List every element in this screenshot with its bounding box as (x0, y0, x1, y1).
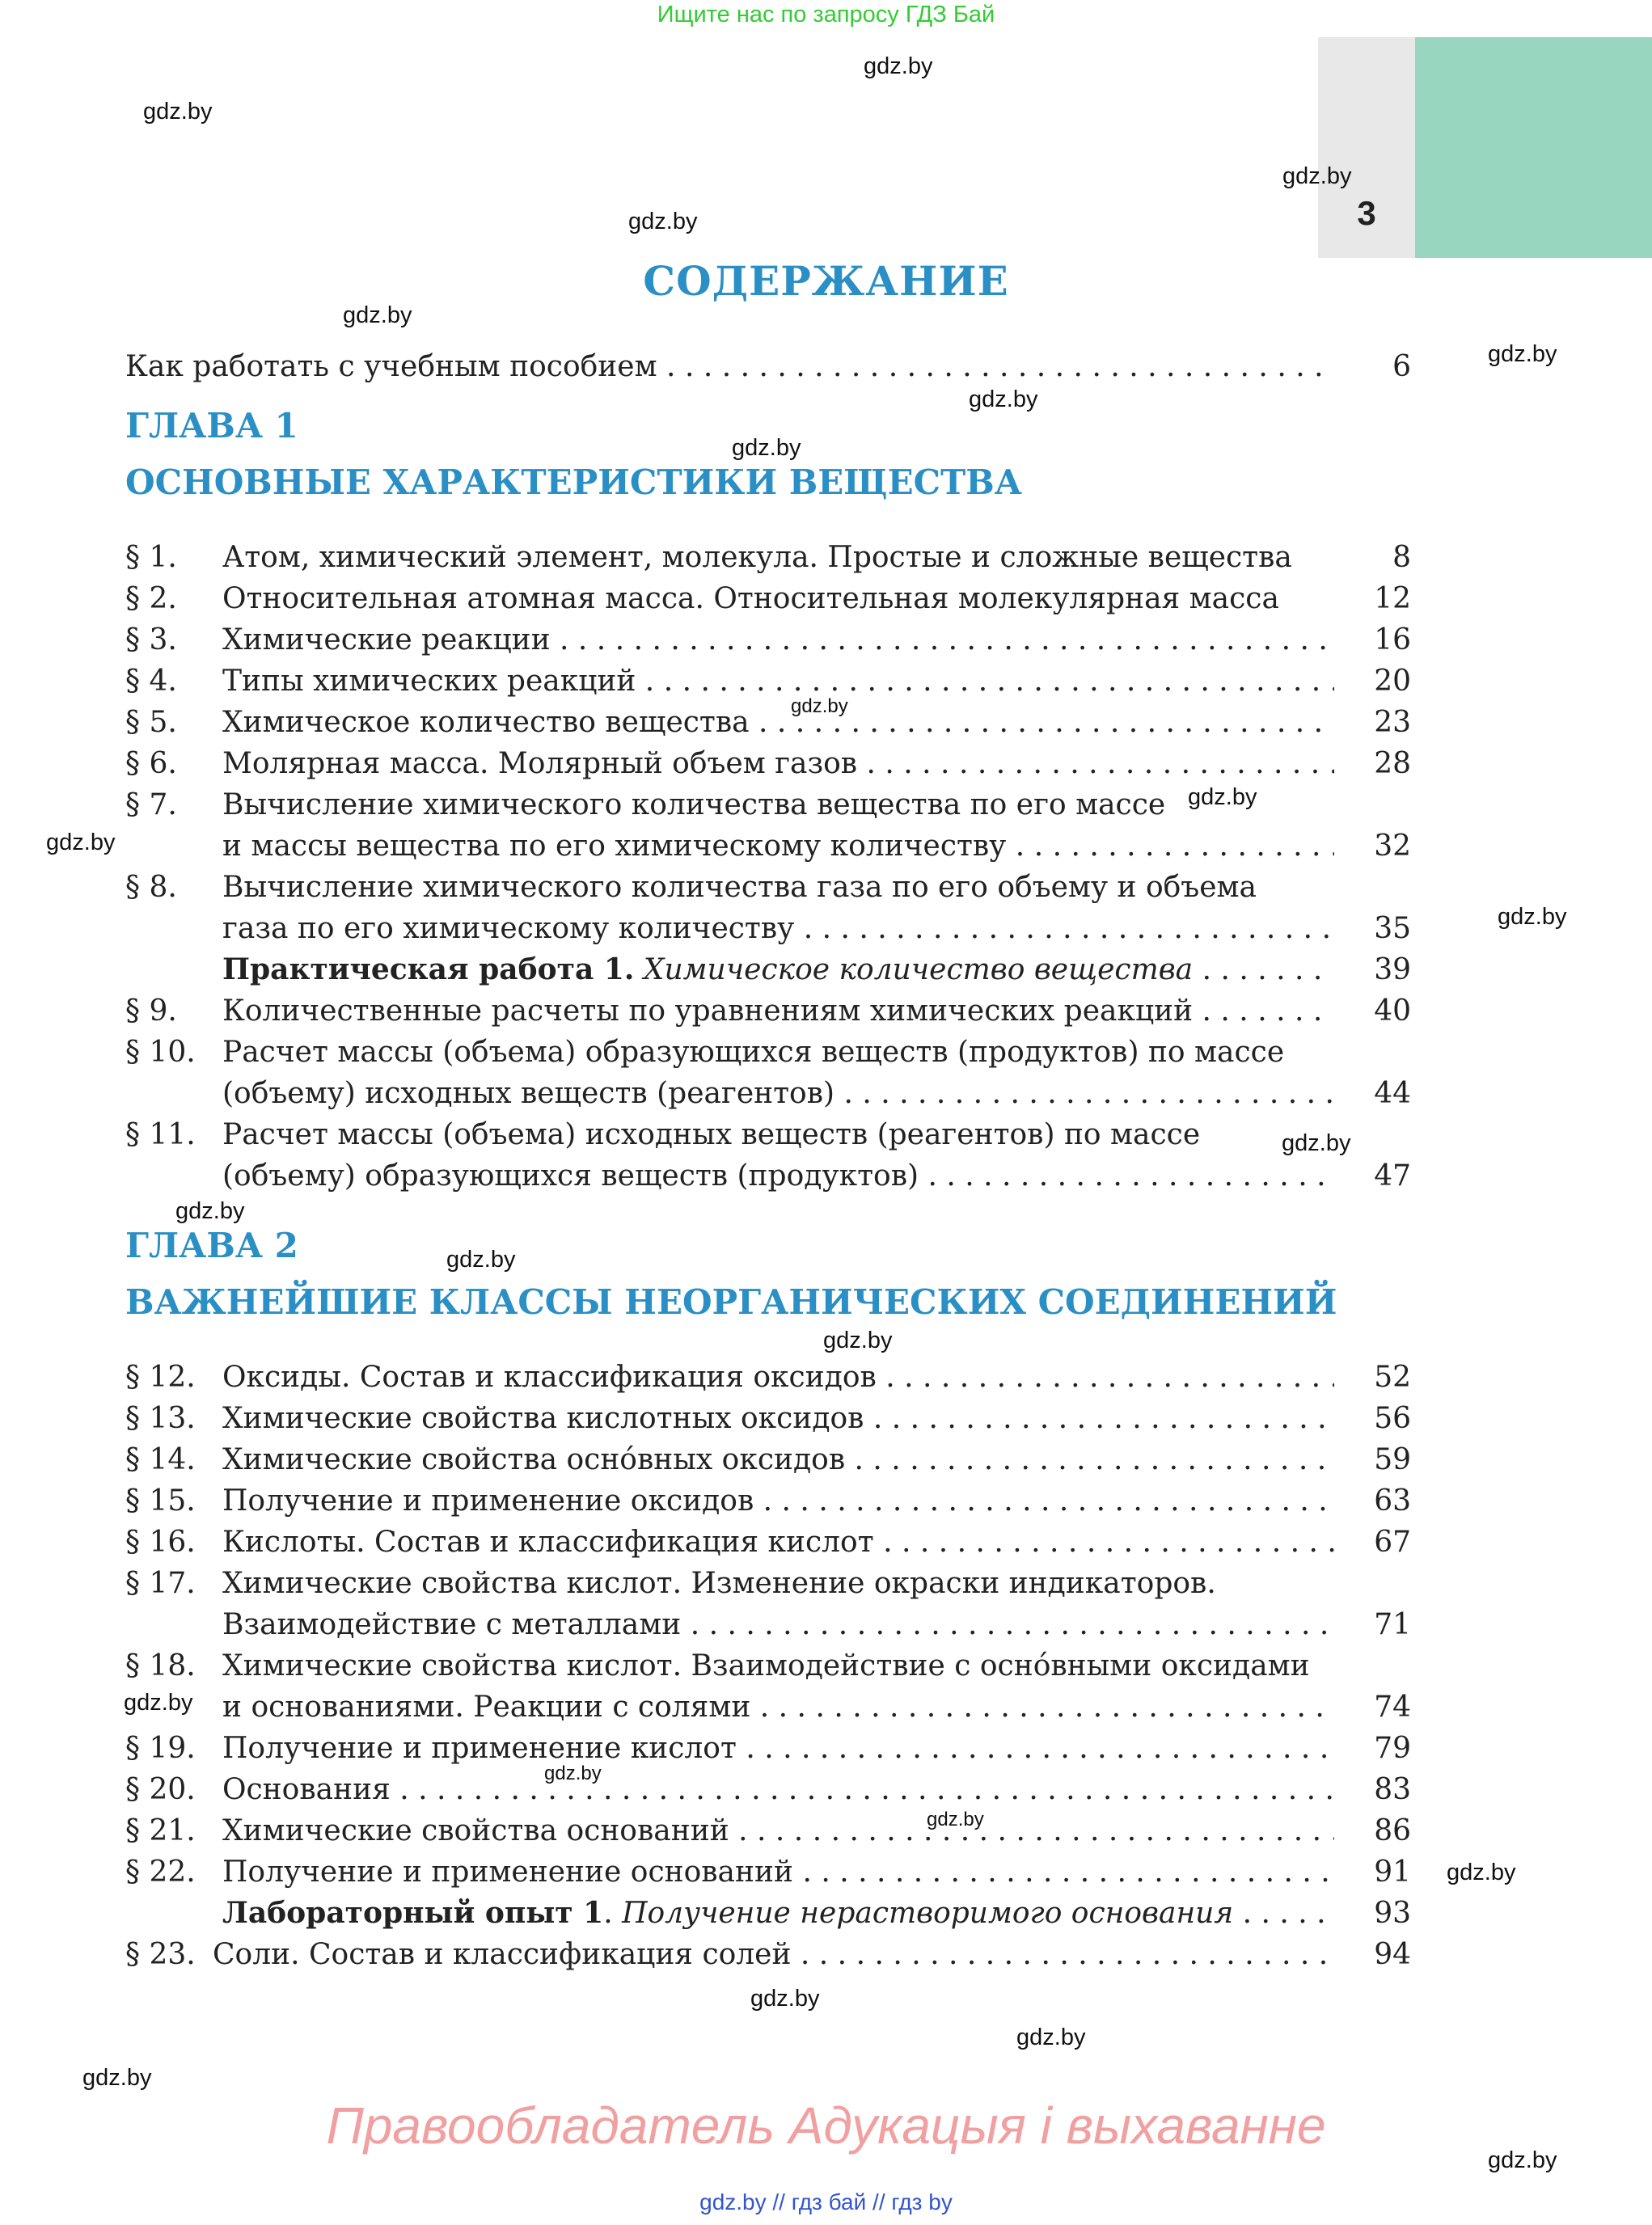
toc-row-page: 16 (1374, 623, 1411, 657)
toc-row-page: 44 (1374, 1077, 1411, 1110)
toc-row-text: (объему) образующихся веществ (продуктов) . . . (222, 1155, 1334, 1197)
toc-row[interactable] (125, 825, 1411, 867)
chapter2-title: ВАЖНЕЙШИЕ КЛАССЫ НЕОРГАНИЧЕСКИХ СОЕДИНЕНИЙ (125, 1282, 1337, 1322)
toc-row[interactable] (125, 1398, 1411, 1439)
page-tab-green (1415, 37, 1652, 258)
toc-row-text: Расчет массы (объема) исходных веществ (реагентов) по массе (222, 1118, 1201, 1151)
toc-row-page: 93 (1374, 1897, 1411, 1930)
watermark: gdz.by (544, 1763, 602, 1784)
toc-row-section: § 7. (125, 788, 177, 821)
toc-row-page: 32 (1374, 830, 1411, 863)
toc-row-text: Относительная атомная масса. Относительная молекулярная масса (222, 582, 1279, 615)
watermark: gdz.by (143, 99, 213, 125)
toc-row[interactable] (125, 867, 1411, 908)
watermark: gdz.by (750, 1986, 820, 2012)
toc-row-practical[interactable] (125, 949, 1411, 990)
toc-row-section: § 23. (125, 1938, 196, 1971)
toc-row[interactable] (125, 578, 1411, 619)
watermark: gdz.by (1498, 904, 1567, 930)
toc-row-lab[interactable] (125, 1893, 1411, 1934)
toc-row-text (222, 1893, 1334, 1934)
watermark: gdz.by (1282, 163, 1352, 189)
toc-row-text: Получение и применение кислот . . . (222, 1728, 1334, 1769)
toc-row-page: 91 (1374, 1856, 1411, 1889)
toc-row-section: § 17. (125, 1567, 196, 1600)
watermark: gdz.by (1447, 1860, 1516, 1885)
toc-row-text: газа по его химическому количеству . . . (222, 908, 1334, 949)
toc-row-text: Молярная масса. Молярный объем газов . . . (222, 743, 1334, 784)
toc-row-page: 52 (1374, 1361, 1411, 1394)
toc-row-section: § 1. (125, 541, 177, 574)
toc-row[interactable] (125, 702, 1411, 743)
toc-row[interactable] (125, 1851, 1411, 1893)
watermark: gdz.by (175, 1198, 245, 1224)
chapter2-label: ГЛАВА 2 (125, 1226, 298, 1265)
watermark: gdz.by (791, 695, 848, 717)
toc-row-text: Взаимодействие с металлами . . . (222, 1604, 1334, 1645)
toc-title: СОДЕРЖАНИЕ (643, 257, 1009, 305)
toc-row-text: и массы вещества по его химическому количеству . . . (222, 825, 1334, 867)
toc-row-page: 59 (1374, 1443, 1411, 1476)
toc-row[interactable] (125, 661, 1411, 702)
toc-row-text: Как работать с учебным пособием . . . (125, 346, 1334, 387)
watermark: gdz.by (82, 2065, 152, 2091)
page-number: 3 (1357, 194, 1376, 232)
toc-row-section: § 18. (125, 1649, 196, 1682)
toc-row[interactable] (125, 908, 1411, 949)
toc-row-page: 63 (1374, 1484, 1411, 1518)
toc-row-page: 12 (1374, 582, 1411, 615)
toc-row-page: 67 (1374, 1526, 1411, 1559)
toc-row-section: § 3. (125, 623, 177, 657)
toc-row-text: (объему) исходных веществ (реагентов) . . . (222, 1073, 1334, 1114)
toc-row-section: § 19. (125, 1732, 196, 1765)
toc-row[interactable] (125, 743, 1411, 784)
toc-row-text: Вычисление химического количества газа по его объему и объема (222, 871, 1257, 904)
watermark: gdz.by (1282, 1130, 1351, 1156)
watermark: gdz.by (343, 302, 412, 328)
toc-row-text: Вычисление химического количества вещества по его массе (222, 788, 1166, 821)
toc-row-page: 20 (1374, 665, 1411, 698)
toc-row-text: Получение и применение оксидов . . . (222, 1480, 1334, 1522)
toc-row-text: Химические реакции . . . (222, 619, 1334, 661)
toc-row-page: 39 (1374, 953, 1411, 986)
toc-row-section: § 10. (125, 1036, 196, 1069)
toc-row-section: § 13. (125, 1402, 196, 1435)
toc-row[interactable] (125, 1073, 1411, 1114)
watermark: gdz.by (969, 386, 1038, 412)
toc-row-section: § 4. (125, 665, 177, 698)
toc-row-page: 74 (1374, 1691, 1411, 1724)
toc-row-page: 79 (1374, 1732, 1411, 1765)
practical-work-label: Практическая работа 1. (222, 952, 635, 986)
toc-row-intro[interactable] (125, 346, 1411, 387)
toc-row[interactable] (125, 619, 1411, 661)
lab-experiment-sep: . (603, 1897, 623, 1930)
toc-row[interactable] (125, 1769, 1411, 1810)
watermark: gdz.by (823, 1328, 893, 1353)
watermark: gdz.by (732, 435, 801, 461)
toc-row-section: § 9. (125, 994, 177, 1028)
toc-row-page: 6 (1392, 350, 1411, 383)
toc-row-text: Получение и применение оснований . . . (222, 1851, 1334, 1893)
toc-row[interactable] (125, 1480, 1411, 1522)
toc-row-page: 8 (1392, 541, 1411, 574)
watermark: gdz.by (1188, 784, 1257, 810)
watermark: gdz.by (1488, 2147, 1557, 2173)
watermark: gdz.by (628, 209, 698, 234)
toc-row-page: 28 (1374, 747, 1411, 780)
toc-row-text: Химические свойства кислотных оксидов . . . (222, 1398, 1334, 1439)
toc-row[interactable] (125, 1645, 1411, 1687)
lab-experiment-title: Получение нерастворимого основания (622, 1897, 1234, 1930)
toc-row-section: § 12. (125, 1361, 196, 1394)
toc-row-page: 40 (1374, 994, 1411, 1028)
toc-row[interactable] (125, 537, 1411, 578)
toc-row-page: 83 (1374, 1773, 1411, 1806)
watermark: gdz.by (446, 1247, 516, 1273)
toc-row[interactable] (125, 1155, 1411, 1197)
toc-row[interactable] (125, 1032, 1411, 1073)
toc-row-section: § 15. (125, 1484, 196, 1518)
chapter1-title: ОСНОВНЫЕ ХАРАКТЕРИСТИКИ ВЕЩЕСТВА (125, 462, 1022, 502)
toc-row-text: Химические свойства кислот. Изменение окраски индикаторов. (222, 1567, 1216, 1600)
toc-row-page: 56 (1374, 1402, 1411, 1435)
toc-row[interactable] (125, 1687, 1411, 1728)
toc-row-page: 23 (1374, 706, 1411, 739)
toc-row-text: Соли. Состав и классификация солей . . . (213, 1934, 1334, 1975)
watermark: gdz.by (864, 53, 933, 79)
toc-row-section: § 2. (125, 582, 177, 615)
toc-row[interactable] (125, 1357, 1411, 1398)
toc-row-section: § 6. (125, 747, 177, 780)
toc-row-section: § 14. (125, 1443, 196, 1476)
toc-row[interactable] (125, 1563, 1411, 1604)
toc-row-text: Расчет массы (объема) образующихся веществ (продуктов) по массе (222, 1036, 1285, 1069)
toc-row-text: Количественные расчеты по уравнениям химических реакций . . . (222, 990, 1334, 1032)
toc-row[interactable] (125, 1604, 1411, 1645)
toc-row-text: Типы химических реакций . . . (222, 661, 1334, 702)
toc-row-section: § 11. (125, 1118, 196, 1151)
footer-links[interactable]: gdz.by // гдз бай // гдз by (699, 2189, 953, 2214)
toc-row-page: 94 (1374, 1938, 1411, 1971)
toc-row-text: Основания . . . (222, 1769, 1334, 1810)
toc-row-section: § 16. (125, 1526, 196, 1559)
toc-row-section: § 5. (125, 706, 177, 739)
toc-row[interactable] (125, 1439, 1411, 1480)
toc-row-text: Химические свойства оснований . . . (222, 1810, 1334, 1851)
toc-row-page: 71 (1374, 1608, 1411, 1641)
toc-row[interactable] (125, 1934, 1411, 1975)
toc-row[interactable] (125, 990, 1411, 1032)
toc-row-text: и основаниями. Реакции с солями . . . (222, 1687, 1334, 1728)
toc-row-page: 47 (1374, 1159, 1411, 1193)
toc-row-text: Химические свойства осно́вных оксидов . . . (222, 1439, 1334, 1480)
toc-row-text: Кислоты. Состав и классификация кислот . . . (222, 1522, 1334, 1563)
toc-row-page: 86 (1374, 1814, 1411, 1847)
toc-row-section: § 22. (125, 1856, 196, 1889)
watermark: gdz.by (1488, 341, 1557, 367)
toc-row[interactable] (125, 1114, 1411, 1155)
rights-holder-text: Правообладатель Адукацыя і выхаванне (326, 2096, 1326, 2155)
toc-row-section: § 8. (125, 871, 177, 904)
chapter1-label: ГЛАВА 1 (125, 406, 298, 445)
lab-experiment-label: Лабораторный опыт 1 (222, 1896, 604, 1930)
toc-row-text: Химическое количество вещества . . . (222, 702, 1334, 743)
top-banner: Ищите нас по запросу ГДЗ Бай (657, 2, 995, 27)
toc-row[interactable] (125, 1728, 1411, 1769)
practical-work-title: Химическое количество вещества (643, 953, 1194, 986)
toc-row-text (222, 949, 1334, 990)
toc-row-section: § 20. (125, 1773, 196, 1806)
toc-row[interactable] (125, 1522, 1411, 1563)
toc-row-text: Атом, химический элемент, молекула. Простые и сложные вещества (222, 541, 1292, 574)
toc-row-text: Химические свойства кислот. Взаимодействие с осно́вными оксидами (222, 1649, 1310, 1682)
watermark: gdz.by (927, 1809, 984, 1830)
toc-row-page: 35 (1374, 912, 1411, 945)
watermark: gdz.by (124, 1690, 193, 1716)
watermark: gdz.by (1016, 2024, 1086, 2050)
toc-row[interactable] (125, 784, 1411, 825)
watermark: gdz.by (46, 830, 116, 855)
toc-row-section: § 21. (125, 1814, 196, 1847)
toc-row-text: Оксиды. Состав и классификация оксидов . . . (222, 1357, 1334, 1398)
toc-row[interactable] (125, 1810, 1411, 1851)
